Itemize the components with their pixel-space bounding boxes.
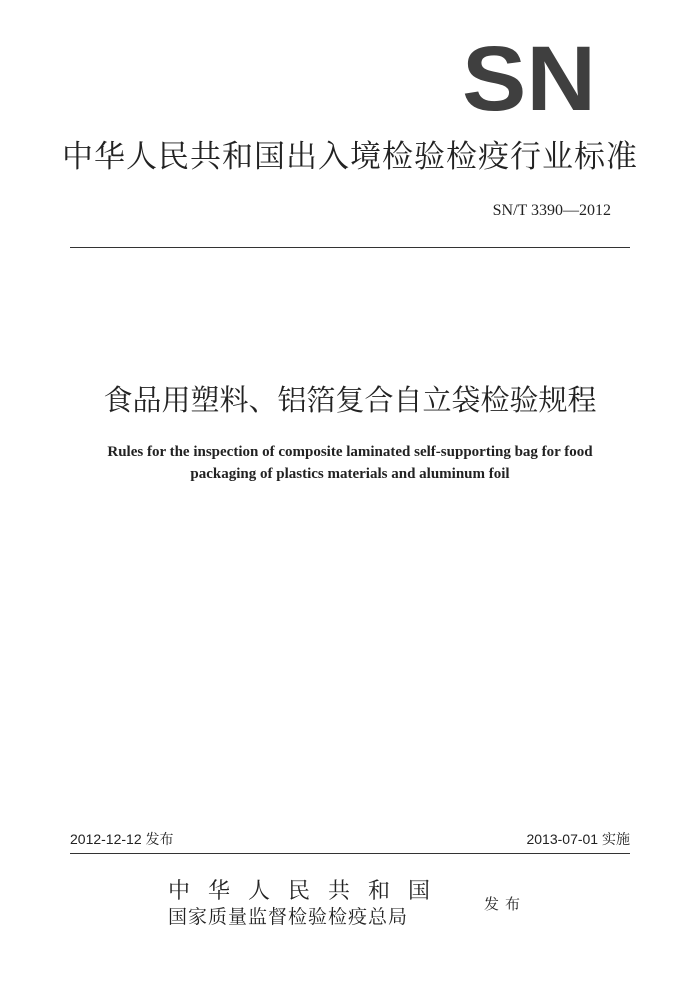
issue-date: 2012-12-12 发布 xyxy=(70,831,174,847)
publisher-country: 中华人民共和国 xyxy=(168,879,449,904)
publisher-agency: 国家质量监督检验检疫总局 xyxy=(168,906,409,928)
sn-logo-text: SN xyxy=(462,43,596,113)
header-title: 中华人民共和国出入境检验检疫行业标准 xyxy=(62,139,638,175)
document-title-zh: 食品用塑料、铝箔复合自立袋检验规程 xyxy=(103,383,597,417)
publisher-block xyxy=(168,880,478,930)
document-title-en xyxy=(70,441,630,485)
bottom-divider xyxy=(70,853,630,854)
sn-logo xyxy=(461,43,597,113)
top-divider xyxy=(70,247,630,248)
document-title-en-line1: Rules for the inspection of composite laminated self-supporting bag for food xyxy=(107,444,593,460)
standard-number: SN/T 3390—2012 xyxy=(492,202,611,219)
document-title-en-line2: packaging of plastics materials and aluminum foil xyxy=(190,466,510,482)
publish-label: 发布 xyxy=(484,895,527,913)
implementation-date: 2013-07-01 实施 xyxy=(526,831,630,847)
